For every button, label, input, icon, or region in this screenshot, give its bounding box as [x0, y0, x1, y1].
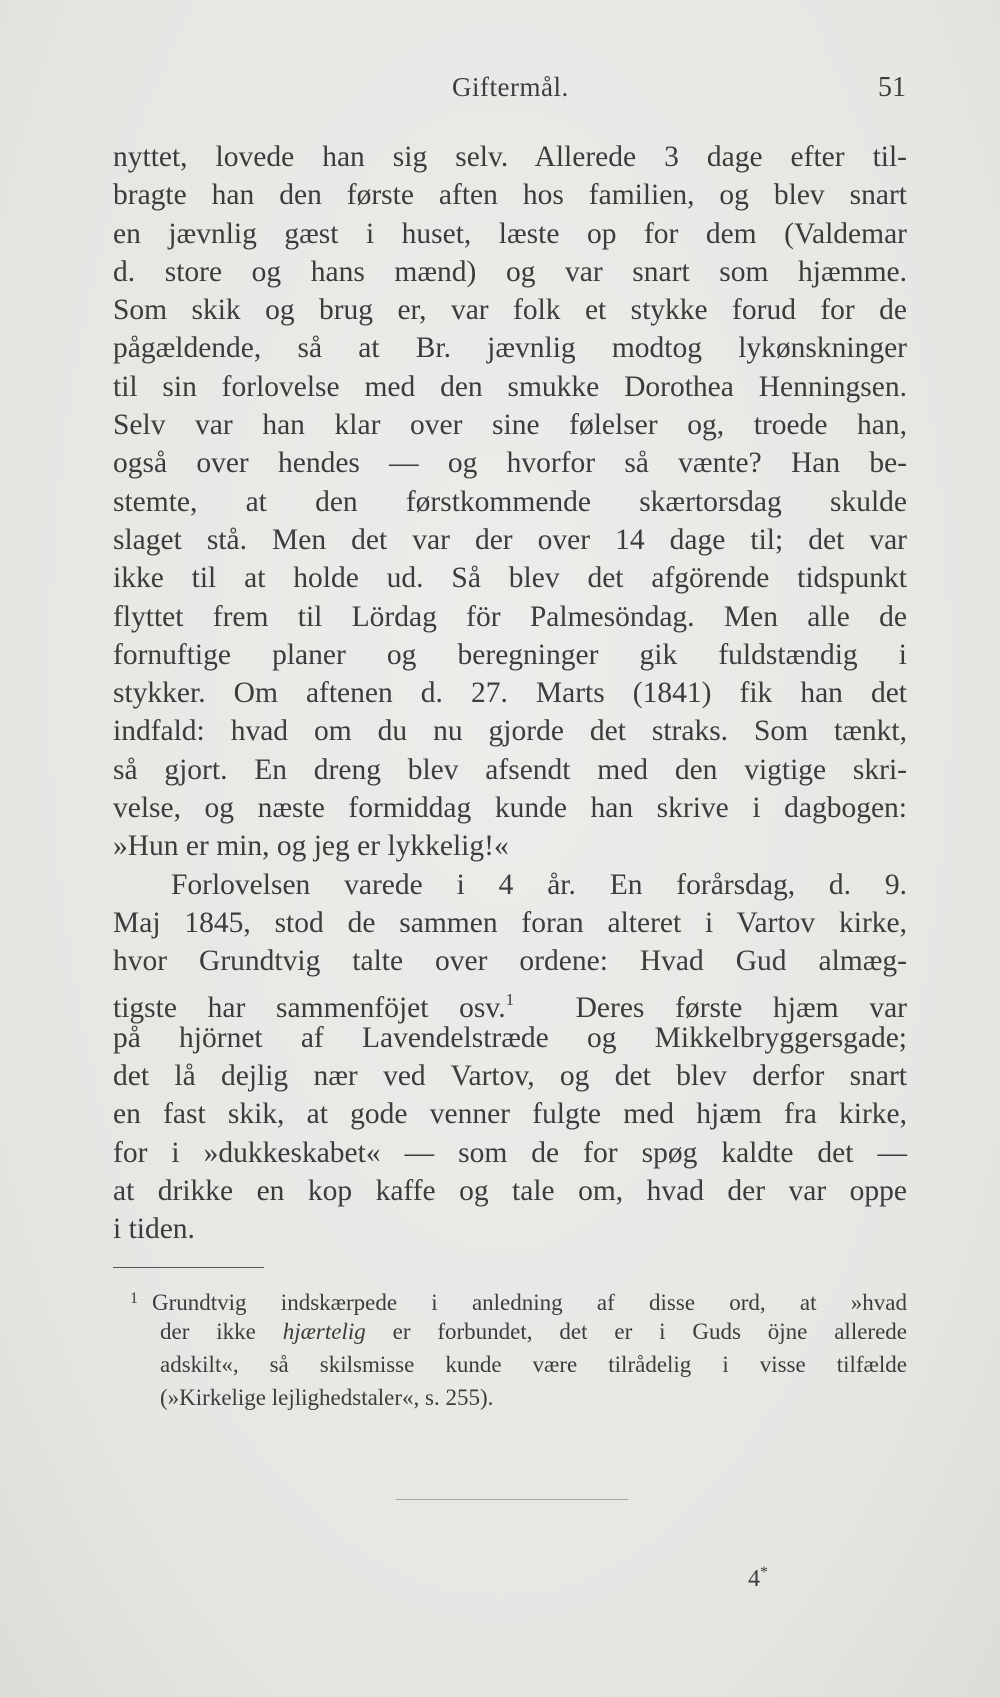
signature-number: 4	[748, 1566, 760, 1592]
text-line: det lå dejlig nær ved Vartov, og det blev derfor snart	[113, 1060, 907, 1093]
footnote-emphasis: hjærtelig	[282, 1319, 366, 1344]
text-fragment: Deres første hjæm var	[575, 991, 908, 1024]
footnote-separator	[113, 1267, 264, 1268]
text-line: på hjörnet af Lavendelstræde og Mikkelbryggersgade;	[113, 1021, 907, 1054]
footnote-line: adskilt«, så skilsmisse kunde være tilrådelig i visse tilfælde	[160, 1352, 907, 1377]
footnote	[130, 1282, 907, 1414]
text-line-with-footnote-ref	[113, 981, 908, 1024]
text-line: velse, og næste formiddag kunde han skrive i dagbogen:	[113, 792, 907, 825]
text-line: for i »dukkeskabet« — som de for spøg kaldte det —	[113, 1136, 907, 1169]
footnote-text: er forbundet, det er i Guds öjne allerede	[365, 1319, 908, 1344]
text-line: en jævnlig gæst i huset, læste op for dem (Valdemar	[113, 217, 907, 250]
text-line: så gjort. En dreng blev afsendt med den vigtige skri-	[113, 753, 907, 786]
text-line: Som skik og brug er, var folk et stykke forud for de	[113, 294, 907, 327]
text-line: stykker. Om aftenen d. 27. Marts (1841) fik han det	[113, 677, 907, 710]
text-line: en fast skik, at gode venner fulgte med hjæm fra kirke,	[113, 1098, 907, 1131]
signature-star: *	[760, 1564, 768, 1581]
text-line: nyttet, lovede han sig selv. Allerede 3 dage efter til-	[113, 141, 907, 173]
footnote-line	[130, 1282, 907, 1315]
text-line: slaget stå. Men det var der over 14 dage til; det var	[113, 523, 907, 556]
text-line: at drikke en kop kaffe og tale om, hvad der var oppe	[113, 1175, 907, 1208]
footnote-line	[130, 1315, 907, 1348]
text-line: i tiden.	[113, 1213, 195, 1246]
running-header	[0, 72, 1000, 112]
footnote-reference: 1	[505, 989, 515, 1009]
footnote-line: (»Kirkelige lejlighedstaler«, s. 255).	[160, 1385, 494, 1410]
main-text	[113, 138, 907, 1249]
footnote-text: Grundtvig indskærpede i anledning af disse ord, at »hvad	[152, 1290, 907, 1315]
text-line: pågældende, så at Br. jævnlig modtog lykønskninger	[113, 332, 907, 365]
text-fragment: tigste har sammenföjet osv.	[113, 991, 506, 1024]
footnote-marker: 1	[130, 1290, 138, 1307]
footnote-text: der ikke	[160, 1319, 283, 1344]
text-line: d. store og hans mænd) og var snart som hjæmme.	[113, 255, 907, 288]
text-line: flyttet frem til Lördag för Palmesöndag. Men alle de	[113, 600, 907, 633]
text-line: Maj 1845, stod de sammen foran alteret i Vartov kirke,	[113, 906, 907, 939]
text-line: også over hendes — og hvorfor så vænte? Han be-	[113, 447, 907, 480]
text-line: hvor Grundtvig talte over ordene: Hvad Gud almæg-	[113, 945, 907, 978]
page-number: 51	[878, 72, 906, 103]
text-line: ikke til at holde ud. Så blev det afgörende tidspunkt	[113, 562, 907, 595]
text-line: fornuftige planer og beregninger gik fuldstændig i	[113, 638, 907, 671]
signature-mark	[748, 1564, 768, 1593]
text-line: Selv var han klar over sine følelser og, troede han,	[113, 409, 907, 442]
paragraph-first-line: Forlovelsen varede i 4 år. En forårsdag, d. 9.	[171, 868, 907, 901]
text-line: indfald: hvad om du nu gjorde det straks. Som tænkt,	[113, 715, 907, 748]
show-through-rule	[396, 1499, 628, 1500]
text-line: til sin forlovelse med den smukke Dorothea Henningsen.	[113, 370, 907, 403]
text-line: stemte, at den førstkommende skærtorsdag skulde	[113, 485, 907, 518]
text-line: bragte han den første aften hos familien, og blev snart	[113, 179, 907, 212]
chapter-title: Giftermål.	[452, 72, 569, 102]
text-line: »Hun er min, og jeg er lykkelig!«	[113, 830, 509, 863]
